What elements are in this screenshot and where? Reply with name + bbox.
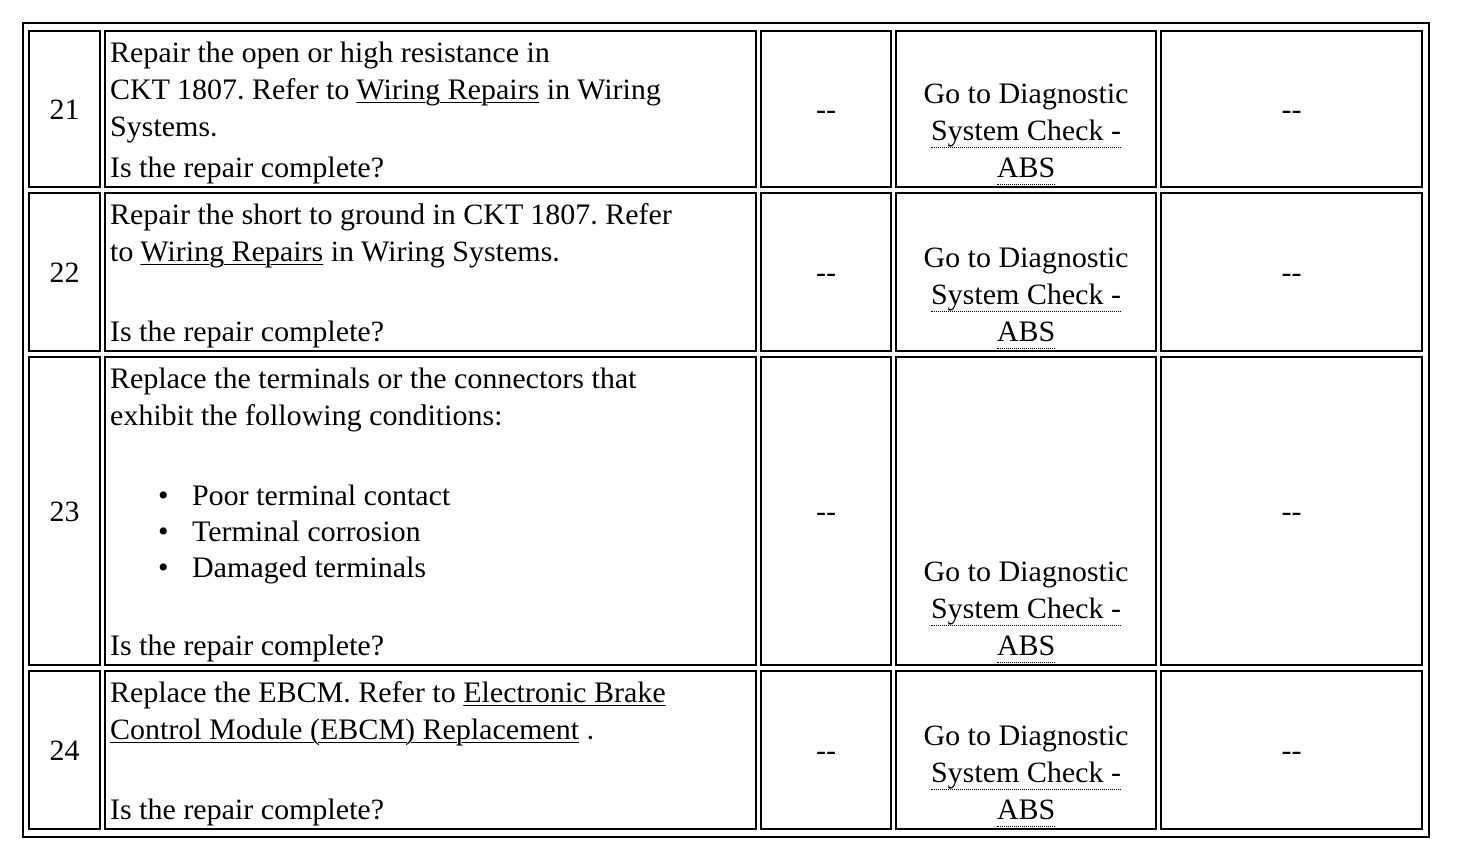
step-number-text: 21 [49, 92, 80, 126]
question-text: Is the repair complete? [110, 151, 385, 184]
abs-link[interactable]: ABS [996, 793, 1056, 826]
action-text: Replace the terminals or the connectors that [110, 362, 637, 395]
no-text: -- [1281, 494, 1302, 528]
values-cell [760, 356, 892, 666]
step-number-text: 24 [49, 733, 80, 767]
action-cell [104, 192, 757, 352]
question-text: Is the repair complete? [110, 793, 385, 826]
action-cell [104, 30, 757, 188]
conditions-list [158, 478, 450, 586]
step-number [28, 30, 101, 188]
action-line [110, 196, 751, 233]
no-cell [1160, 30, 1423, 188]
action-line [110, 711, 751, 748]
list-item: • Poor terminal contact [158, 478, 450, 514]
wiring-repairs-link[interactable]: Wiring Repairs [356, 73, 540, 106]
action-text: Repair the short to ground in CKT 1807. Refer [110, 198, 672, 231]
action-line [110, 108, 751, 145]
action-text: to [110, 235, 141, 268]
action-line [110, 674, 751, 711]
list-item: • Damaged terminals [158, 550, 450, 586]
question-text: Is the repair complete? [110, 629, 385, 662]
action-text: in Wiring [539, 73, 661, 106]
values-cell [760, 670, 892, 830]
diagnostic-system-check-link[interactable]: System Check - [931, 114, 1121, 147]
yes-text: Go to Diagnostic [923, 77, 1129, 110]
ebcm-replacement-link[interactable]: Control Module (EBCM) Replacement [110, 713, 580, 746]
step-number [28, 192, 101, 352]
diagnostic-system-check-link[interactable]: System Check - [931, 278, 1121, 311]
action-line [110, 360, 751, 397]
no-cell [1160, 670, 1423, 830]
action-cell [104, 356, 757, 666]
no-cell [1160, 356, 1423, 666]
action-line [110, 71, 751, 108]
abs-link[interactable]: ABS [996, 629, 1056, 662]
no-text: -- [1281, 733, 1302, 767]
action-text: CKT 1807. Refer to [110, 73, 357, 106]
values-text: -- [816, 733, 836, 767]
action-text: Repair the open or high resistance in [110, 36, 550, 69]
values-text: -- [816, 255, 836, 289]
action-text: . [579, 713, 595, 746]
list-item: • Terminal corrosion [158, 514, 450, 550]
step-number-text: 22 [49, 255, 80, 289]
no-text: -- [1281, 92, 1302, 126]
action-text: Systems. [110, 110, 218, 143]
action-text: Replace the EBCM. Refer to [110, 676, 464, 709]
step-number [28, 356, 101, 666]
no-cell [1160, 192, 1423, 352]
action-text: exhibit the following conditions: [110, 399, 503, 432]
wiring-repairs-link[interactable]: Wiring Repairs [140, 235, 324, 268]
diagnostic-system-check-link[interactable]: System Check - [931, 592, 1121, 625]
yes-cell [895, 30, 1157, 188]
step-number-text: 23 [49, 494, 80, 528]
abs-link[interactable]: ABS [996, 151, 1056, 184]
yes-text: Go to Diagnostic [923, 555, 1129, 588]
yes-cell [895, 356, 1157, 666]
yes-text: Go to Diagnostic [923, 241, 1129, 274]
question-text: Is the repair complete? [110, 315, 385, 348]
values-cell [760, 30, 892, 188]
yes-cell [895, 192, 1157, 352]
yes-cell [895, 670, 1157, 830]
action-line [110, 233, 751, 270]
action-cell [104, 670, 757, 830]
action-line [110, 397, 751, 434]
values-cell [760, 192, 892, 352]
ebcm-replacement-link[interactable]: Electronic Brake [463, 676, 666, 709]
action-text: in Wiring Systems. [323, 235, 560, 268]
no-text: -- [1281, 255, 1302, 289]
diagnostic-system-check-link[interactable]: System Check - [931, 756, 1121, 789]
values-text: -- [816, 92, 836, 126]
yes-text: Go to Diagnostic [923, 719, 1129, 752]
action-line [110, 34, 751, 71]
values-text: -- [816, 494, 836, 528]
step-number [28, 670, 101, 830]
abs-link[interactable]: ABS [996, 315, 1056, 348]
